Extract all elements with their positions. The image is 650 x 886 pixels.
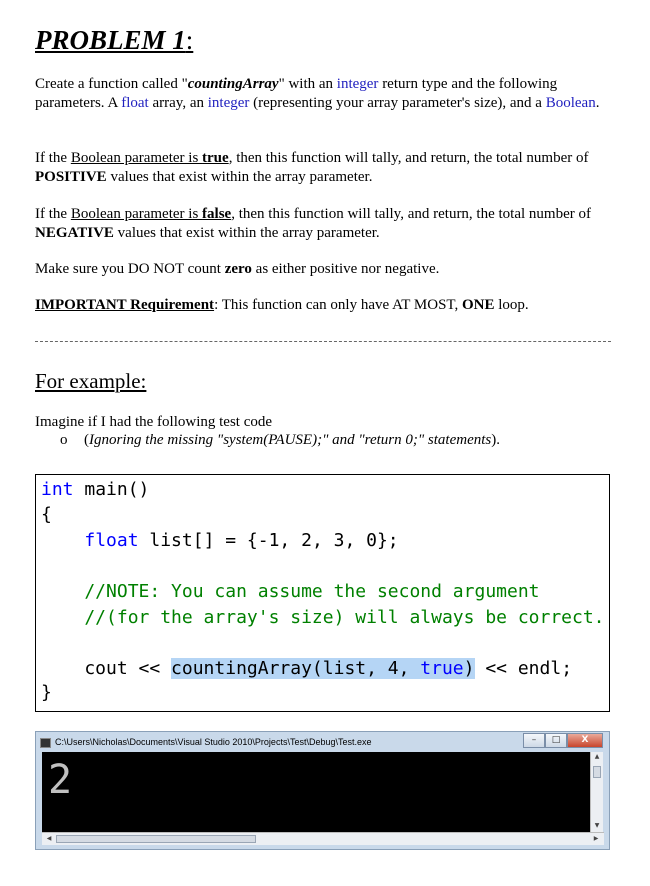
- horizontal-scroll-thumb[interactable]: [56, 835, 256, 843]
- page-title: [35, 24, 193, 56]
- console-titlebar[interactable]: [40, 734, 520, 750]
- dashed-divider: [35, 341, 611, 342]
- minimize-button[interactable]: –: [523, 733, 545, 748]
- close-button[interactable]: X: [567, 733, 603, 748]
- code-snippet: [35, 474, 610, 712]
- paragraph-false-case: If the Boolean parameter is false, then this function will tally, and return, the total number of NEGATIVE values that exist within the array parameter.: [35, 206, 591, 241]
- one-word: ONE: [461, 297, 495, 313]
- console-title: C:\Users\Nicholas\Documents\Visual Studio 2010\Projects\Test\Debug\Test.exe: [55, 737, 372, 747]
- imagine-text: Imagine if I had the following test code: [35, 414, 273, 430]
- paragraph-function-spec: Create a function called "countingArray" with an integer return type and the following parameters. A float array, an integer (representing your array parameter's size), and a Boolean.: [35, 76, 600, 111]
- code-line-1: int main(): [41, 479, 150, 500]
- code-comment-2: //(for the array's size) will always be correct.: [41, 607, 605, 628]
- keyword-integer: integer: [336, 76, 379, 92]
- scroll-up-icon[interactable]: ▲: [594, 753, 600, 760]
- vertical-scroll-thumb[interactable]: [593, 766, 601, 778]
- title-text: PROBLEM 1: [35, 25, 186, 55]
- scroll-left-icon[interactable]: ◀: [46, 835, 52, 842]
- console-app-icon: [40, 738, 51, 748]
- code-comment-1: //NOTE: You can assume the second argument: [41, 581, 540, 602]
- false-keyword: false: [202, 206, 232, 222]
- paragraph-true-case: If the Boolean parameter is true, then this function will tally, and return, the total number of POSITIVE values that exist within the array parameter.: [35, 150, 589, 185]
- zero-word: zero: [224, 261, 252, 277]
- code-line-close: }: [41, 682, 52, 703]
- keyword-boolean: Boolean: [545, 94, 596, 111]
- keyword-integer-2: integer: [207, 94, 250, 111]
- function-name: countingArray: [187, 76, 279, 92]
- scroll-right-icon[interactable]: ▶: [593, 835, 599, 842]
- paragraph-requirement: IMPORTANT Requirement: This function can only have AT MOST, ONE loop.: [35, 297, 529, 313]
- horizontal-scrollbar[interactable]: [42, 832, 604, 845]
- window-controls: [523, 733, 603, 747]
- maximize-button[interactable]: □: [545, 733, 567, 748]
- paragraph-zero-note: Make sure you DO NOT count zero as either positive nor negative.: [35, 261, 440, 277]
- scroll-down-icon[interactable]: ▼: [594, 822, 600, 829]
- code-line-2: {: [41, 504, 52, 525]
- code-line-cout: cout << countingArray(list, 4, true) << endl;: [41, 658, 573, 679]
- console-output-area: [42, 752, 592, 832]
- vertical-scrollbar[interactable]: [590, 752, 603, 832]
- important-requirement-label: IMPORTANT Requirement: [35, 297, 215, 313]
- highlighted-call: countingArray(list, 4, true): [171, 658, 475, 679]
- keyword-float: float: [121, 94, 149, 111]
- code-line-3: float list[] = {-1, 2, 3, 0};: [84, 530, 399, 551]
- title-colon: :: [185, 25, 194, 55]
- example-heading: For example:: [35, 369, 147, 393]
- bullet-marker-icon: o: [60, 432, 68, 448]
- bullet-item: o (Ignoring the missing "system(PAUSE);" and "return 0;" statements).: [60, 432, 500, 448]
- positive-word: POSITIVE: [35, 168, 107, 185]
- console-output: 2: [48, 757, 73, 803]
- true-keyword: true: [202, 150, 229, 166]
- bullet-text: Ignoring the missing "system(PAUSE);" and "return 0;" statements: [89, 432, 492, 448]
- console-window: [35, 731, 610, 850]
- negative-word: NEGATIVE: [35, 224, 114, 241]
